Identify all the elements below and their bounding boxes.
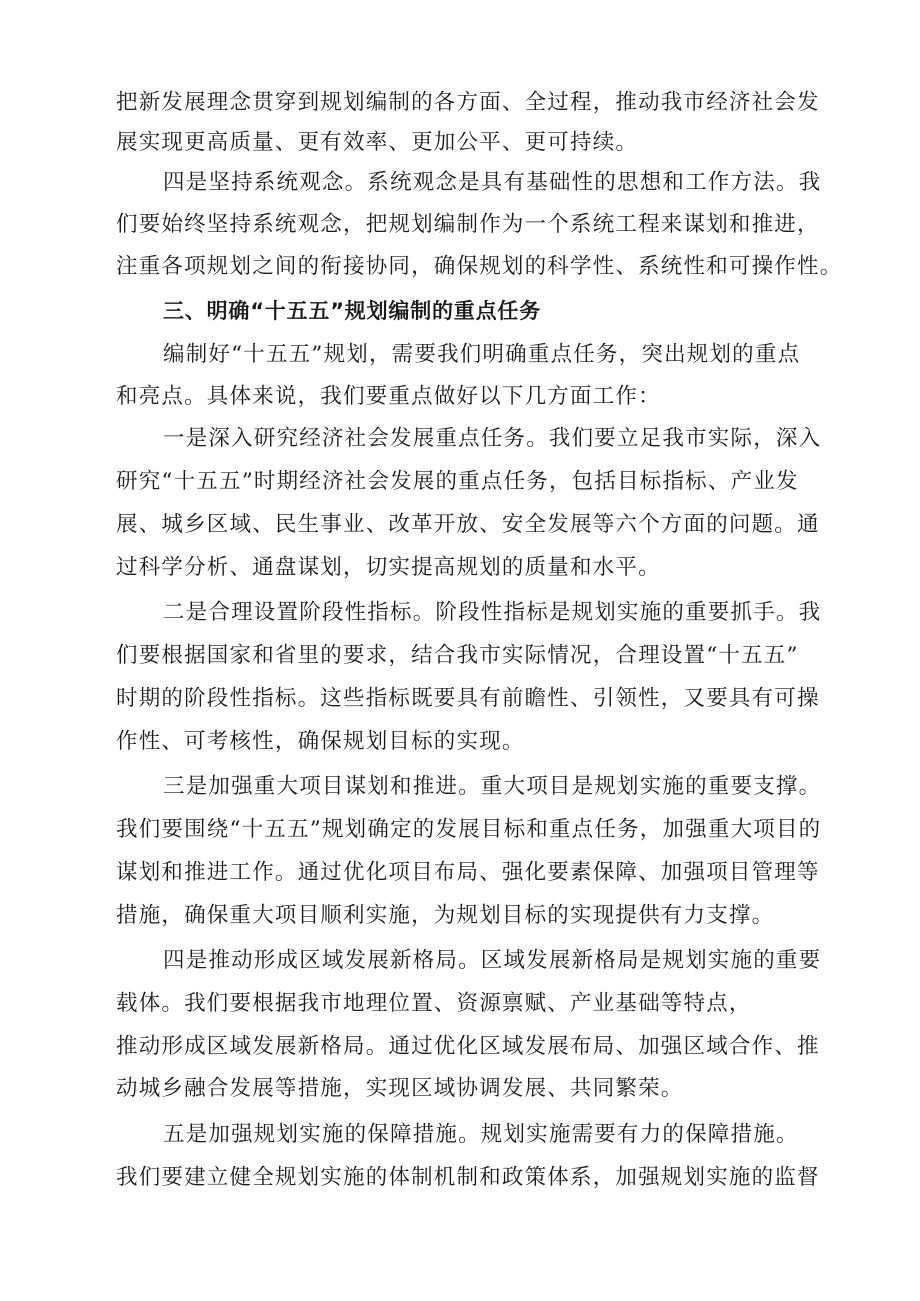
section-heading: 三、明确“十五五”规划编制的重点任务 [163, 299, 542, 323]
text-line: 展实现更高质量、更有效率、更加公平、更可持续。 [116, 130, 639, 155]
text-line: 措施，确保重大项目顺利实施，为规划目标的实现提供有力支撑。 [116, 903, 775, 928]
text-line: 谋划和推进工作。通过优化项目布局、强化要素保障、加强项目管理等 [116, 860, 820, 885]
text-line: 三是加强重大项目谋划和推进。重大项目是规划实施的重要支撑。 [163, 774, 822, 799]
text-line: 我们要建立健全规划实施的体制机制和政策体系，加强规划实施的监督 [116, 1165, 820, 1190]
text-line: 五是加强规划实施的保障措施。规划实施需要有力的保障措施。 [163, 1122, 799, 1147]
text-line: 们要始终坚持系统观念，把规划编制作为一个系统工程来谋划和推进， [116, 212, 820, 237]
text-line: 研究“十五五”时期经济社会发展的重点任务，包括目标指标、产业发 [116, 469, 799, 494]
text-line: 动城乡融合发展等措施，实现区域协调发展、共同繁荣。 [116, 1076, 684, 1101]
text-line: 把新发展理念贯穿到规划编制的各方面、全过程，推动我市经济社会发 [116, 90, 820, 115]
text-line: 编制好“十五五”规划，需要我们明确重点任务，突出规划的重点 [163, 342, 801, 367]
text-line: 展、城乡区域、民生事业、改革开放、安全发展等六个方面的问题。通 [116, 512, 820, 537]
text-line: 一是深入研究经济社会发展重点任务。我们要立足我市实际，深入 [163, 426, 822, 451]
text-line: 们要根据国家和省里的要求，结合我市实际情况，合理设置“十五五” [116, 643, 799, 668]
text-line: 作性、可考核性，确保规划目标的实现。 [116, 729, 525, 754]
text-line: 四是推动形成区域发展新格局。区域发展新格局是规划实施的重要 [163, 948, 822, 973]
text-line: 过科学分析、通盘谋划，切实提高规划的质量和水平。 [116, 555, 661, 580]
text-line: 载体。我们要根据我市地理位置、资源禀赋、产业基础等特点， [116, 991, 752, 1016]
text-line: 四是坚持系统观念。系统观念是具有基础性的思想和工作方法。我 [163, 170, 822, 195]
text-line: 和亮点。具体来说，我们要重点做好以下几方面工作： [116, 384, 661, 409]
text-line: 注重各项规划之间的衔接协同，确保规划的科学性、系统性和可操作性。 [116, 254, 843, 279]
text-line: 我们要围绕“十五五”规划确定的发展目标和重点任务，加强重大项目的 [116, 817, 822, 842]
text-line: 时期的阶段性指标。这些指标既要具有前瞻性、引领性，又要具有可操 [116, 686, 820, 711]
text-line: 二是合理设置阶段性指标。阶段性指标是规划实施的重要抓手。我 [163, 600, 822, 625]
text-line: 推动形成区域发展新格局。通过优化区域发展布局、加强区域合作、推 [116, 1034, 820, 1059]
